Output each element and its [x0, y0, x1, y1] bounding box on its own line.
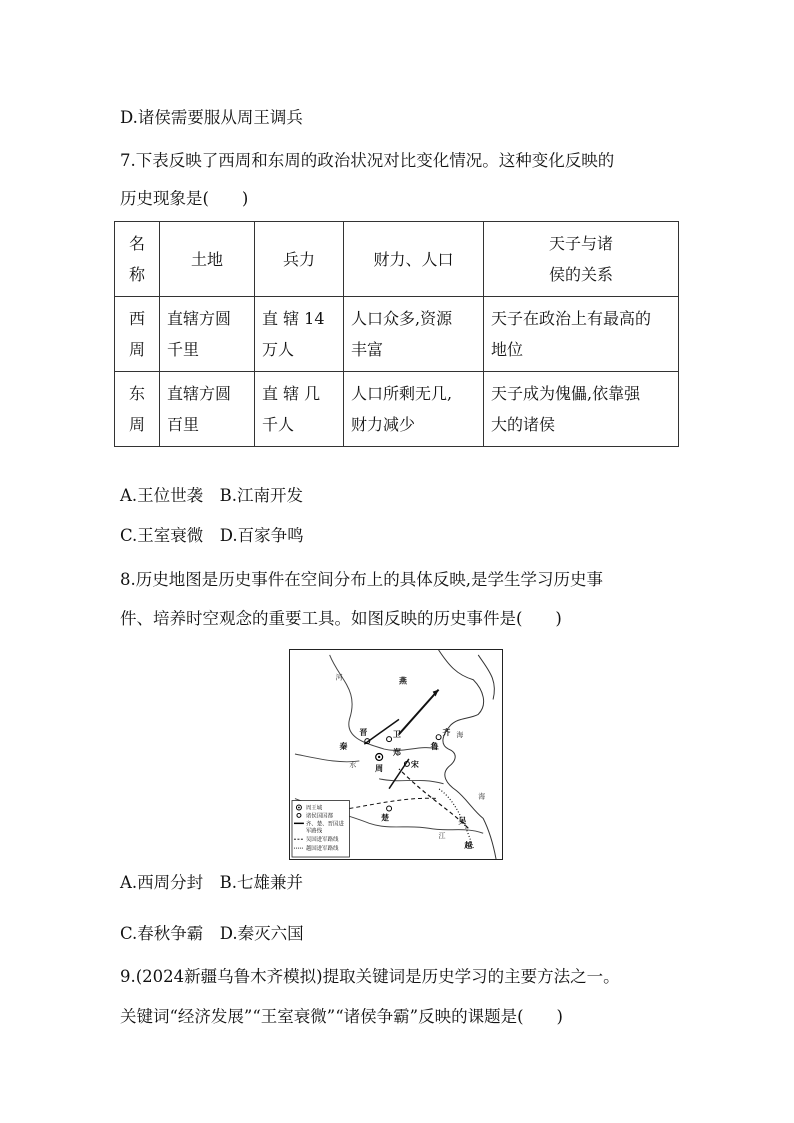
qi-route [399, 690, 439, 735]
huai-river [379, 779, 443, 784]
header-army: 兵力 [255, 222, 344, 297]
cell-army: 直 辖 14 万人 [255, 297, 344, 372]
label-hai2: 海 [478, 792, 486, 801]
cell-land: 直辖方圆 百里 [160, 372, 255, 447]
comparison-table [114, 221, 679, 447]
label-qin: 秦 [339, 742, 348, 752]
q8-options-ab: A.西周分封 B.七雄兼并 [120, 873, 304, 892]
q8-options-cd: C.春秋争霸 D.秦灭六国 [120, 924, 304, 943]
cell-name: 西 周 [115, 297, 160, 372]
label-zhou: 周 [375, 763, 384, 773]
q7-options-ab: A.王位世袭 B.江南开发 [120, 486, 304, 505]
cell-wealth: 人口所剩无几, 财力减少 [344, 372, 484, 447]
q7-stem-line2: 历史现象是( ) [120, 189, 249, 208]
chu-route [389, 759, 409, 789]
legend-qi-chu-jin-route-2: 军路线 [305, 828, 323, 835]
label-qi: 齐 [442, 728, 451, 738]
label-yan: 燕 [398, 676, 407, 686]
q9-stem-line2: 关键词“经济发展”“王室衰微”“诸侯争霸”反映的课题是( ) [120, 1007, 563, 1026]
table-row-western-zhou [115, 297, 679, 372]
label-wei: 卫 [393, 730, 401, 740]
qi-capital-icon [436, 735, 441, 740]
label-he: 河 [335, 673, 343, 682]
table-row-eastern-zhou [115, 372, 679, 447]
label-zheng: 郑 [393, 747, 401, 757]
label-lu: 鲁 [430, 742, 439, 752]
q9-stem-line1: 9.(2024新疆乌鲁木齐模拟)提取关键词是历史学习的主要方法之一。 [120, 967, 620, 986]
cell-relation: 天子成为傀儡,依靠强 大的诸侯 [484, 372, 679, 447]
legend-wu-route: 吴国进军路线 [305, 837, 339, 844]
wei-capital-icon [387, 737, 392, 742]
label-shui: 水 [349, 760, 357, 769]
header-name: 名 称 [115, 222, 160, 297]
cell-wealth: 人口众多,资源 丰富 [344, 297, 484, 372]
yellow-river [330, 655, 439, 751]
q8-stem-line1: 8.历史地图是历史事件在空间分布上的具体反映,是学生学习历史事 [120, 570, 603, 589]
table-header-row [115, 222, 679, 297]
q6-option-d: D.诸侯需要服从周王调兵 [120, 108, 303, 127]
legend-state-capital: 诸侯国国都 [305, 813, 334, 820]
legend-zhou-capital: 周王城 [305, 805, 323, 812]
chu-capital-icon [387, 806, 392, 811]
label-yue: 越 [464, 841, 473, 851]
cell-land: 直辖方圆 千里 [160, 297, 255, 372]
q7-options-cd: C.王室衰微 D.百家争鸣 [120, 526, 304, 545]
peninsula [478, 655, 494, 700]
dashed-route [349, 798, 438, 808]
label-hai1: 海 [456, 731, 464, 740]
q7-stem-line1: 7.下表反映了西周和东周的政治状况对比变化情况。这种变化反映的 [120, 151, 615, 170]
legend-qi-chu-jin-route: 齐、楚、晋国进 [305, 821, 344, 828]
cell-name: 东 周 [115, 372, 160, 447]
label-chu: 楚 [381, 813, 390, 823]
header-relation: 天子与诸 侯的关系 [484, 222, 679, 297]
label-jin: 晋 [359, 728, 368, 738]
cell-relation: 天子在政治上有最高的 地位 [484, 297, 679, 372]
header-wealth: 财力、人口 [344, 222, 484, 297]
header-land: 土地 [160, 222, 255, 297]
label-wu: 吴 [458, 816, 467, 826]
label-jiang: 江 [438, 832, 446, 841]
q8-stem-line2: 件、培养时空观念的重要工具。如图反映的历史事件是( ) [120, 609, 562, 628]
label-song: 宋 [410, 759, 419, 769]
legend-yue-route: 越国进军路线 [305, 846, 339, 853]
history-map [289, 649, 503, 860]
cell-army: 直 辖 几 千人 [255, 372, 344, 447]
